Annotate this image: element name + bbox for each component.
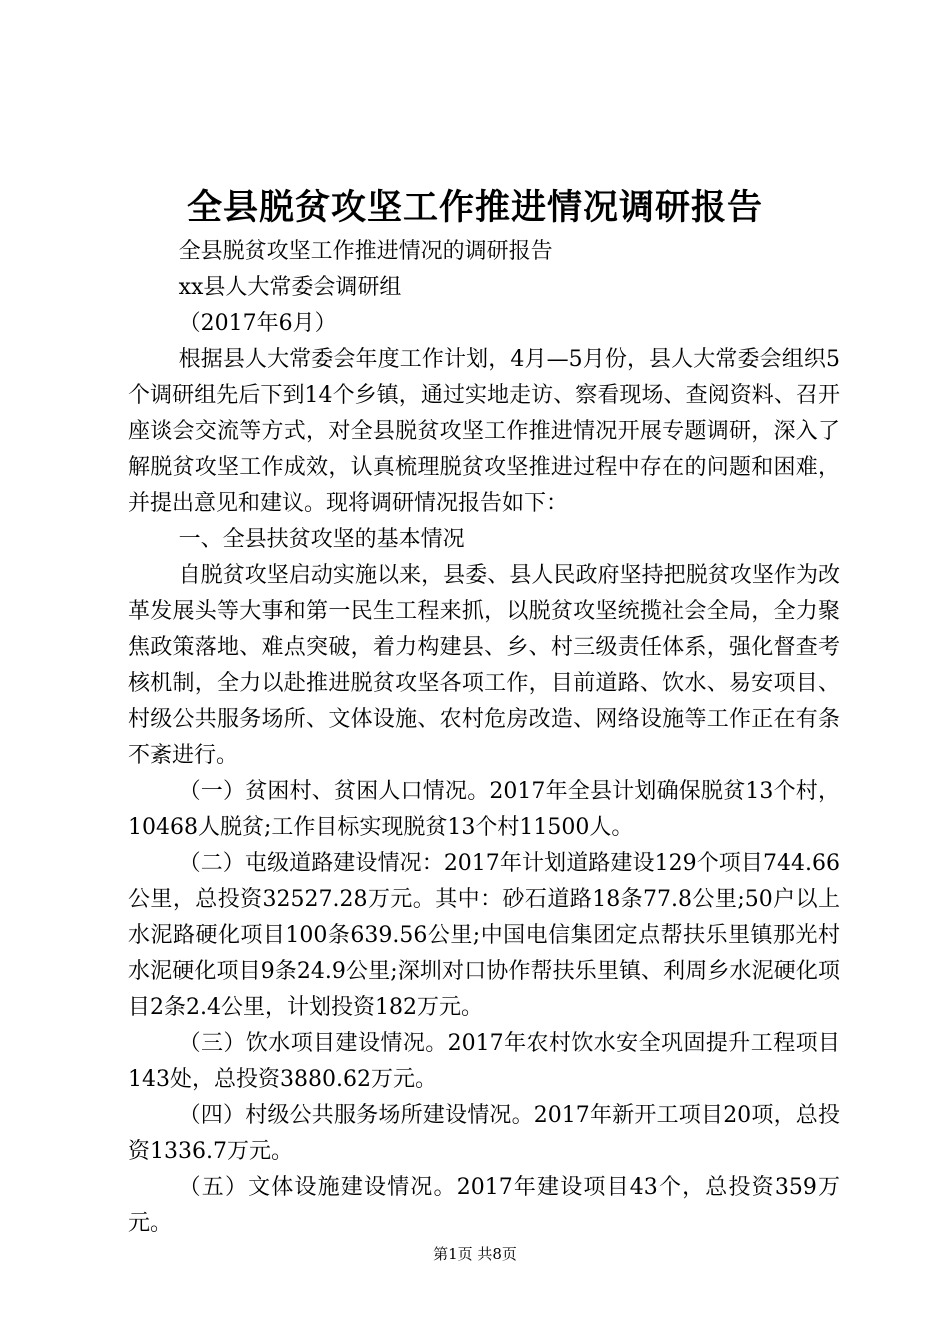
intro-paragraph: 根据县人大常委会年度工作计划，4月—5月份，县人大常委会组织5个调研组先后下到14个乡镇，通过实地走访、察看现场、查阅资料、召开座谈会交流等方式，对全县脱贫攻坚工作推进情况开展专题调研，深入了解脱贫攻坚工作成效，认真梳理脱贫攻坚推进过程中存在的问题和困难，并提出意见和建议。现将调研情况报告如下： — [128, 347, 840, 516]
section-heading: 一、全县扶贫攻坚的基本情况 — [178, 527, 465, 552]
document-body — [128, 234, 840, 1242]
subtitle-paragraph: 全县脱贫攻坚工作推进情况的调研报告 — [178, 239, 553, 264]
body-paragraph: （四）村级公共服务场所建设情况。2017年新开工项目20项，总投资1336.7万元。 — [128, 1103, 840, 1164]
body-paragraph: （三）饮水项目建设情况。2017年农村饮水安全巩固提升工程项目143处，总投资3880.62万元。 — [128, 1031, 840, 1092]
author-paragraph: xx县人大常委会调研组 — [178, 275, 402, 300]
date-paragraph: （2017年6月） — [178, 311, 337, 336]
page-number: 第1页 共8页 — [433, 1245, 517, 1263]
body-paragraph: （二）屯级道路建设情况：2017年计划道路建设129个项目744.66公里，总投资32527.28万元。其中：砂石道路18条77.8公里;50户以上水泥路硬化项目100条639.56公里;中国电信集团定点帮扶乐里镇那光村水泥硬化项目9条24.9公里;深圳对口协作帮扶乐里镇、利周乡水泥硬化项目2条2.4公里，计划投资182万元。 — [128, 851, 840, 1020]
body-paragraph: （五）文体设施建设情况。2017年建设项目43个，总投资359万元。 — [128, 1175, 840, 1236]
document-title: 全县脱贫攻坚工作推进情况调研报告 — [186, 187, 763, 228]
body-paragraph: 自脱贫攻坚启动实施以来，县委、县人民政府坚持把脱贫攻坚作为改革发展头等大事和第一民生工程来抓，以脱贫攻坚统揽社会全局，全力聚焦政策落地、难点突破，着力构建县、乡、村三级责任体系，强化督查考核机制，全力以赴推进脱贫攻坚各项工作，目前道路、饮水、易安项目、村级公共服务场所、文体设施、农村危房改造、网络设施等工作正在有条不紊进行。 — [128, 563, 840, 768]
body-paragraph: （一）贫困村、贫困人口情况。2017年全县计划确保脱贫13个村，10468人脱贫;工作目标实现脱贫13个村11500人。 — [128, 779, 840, 840]
